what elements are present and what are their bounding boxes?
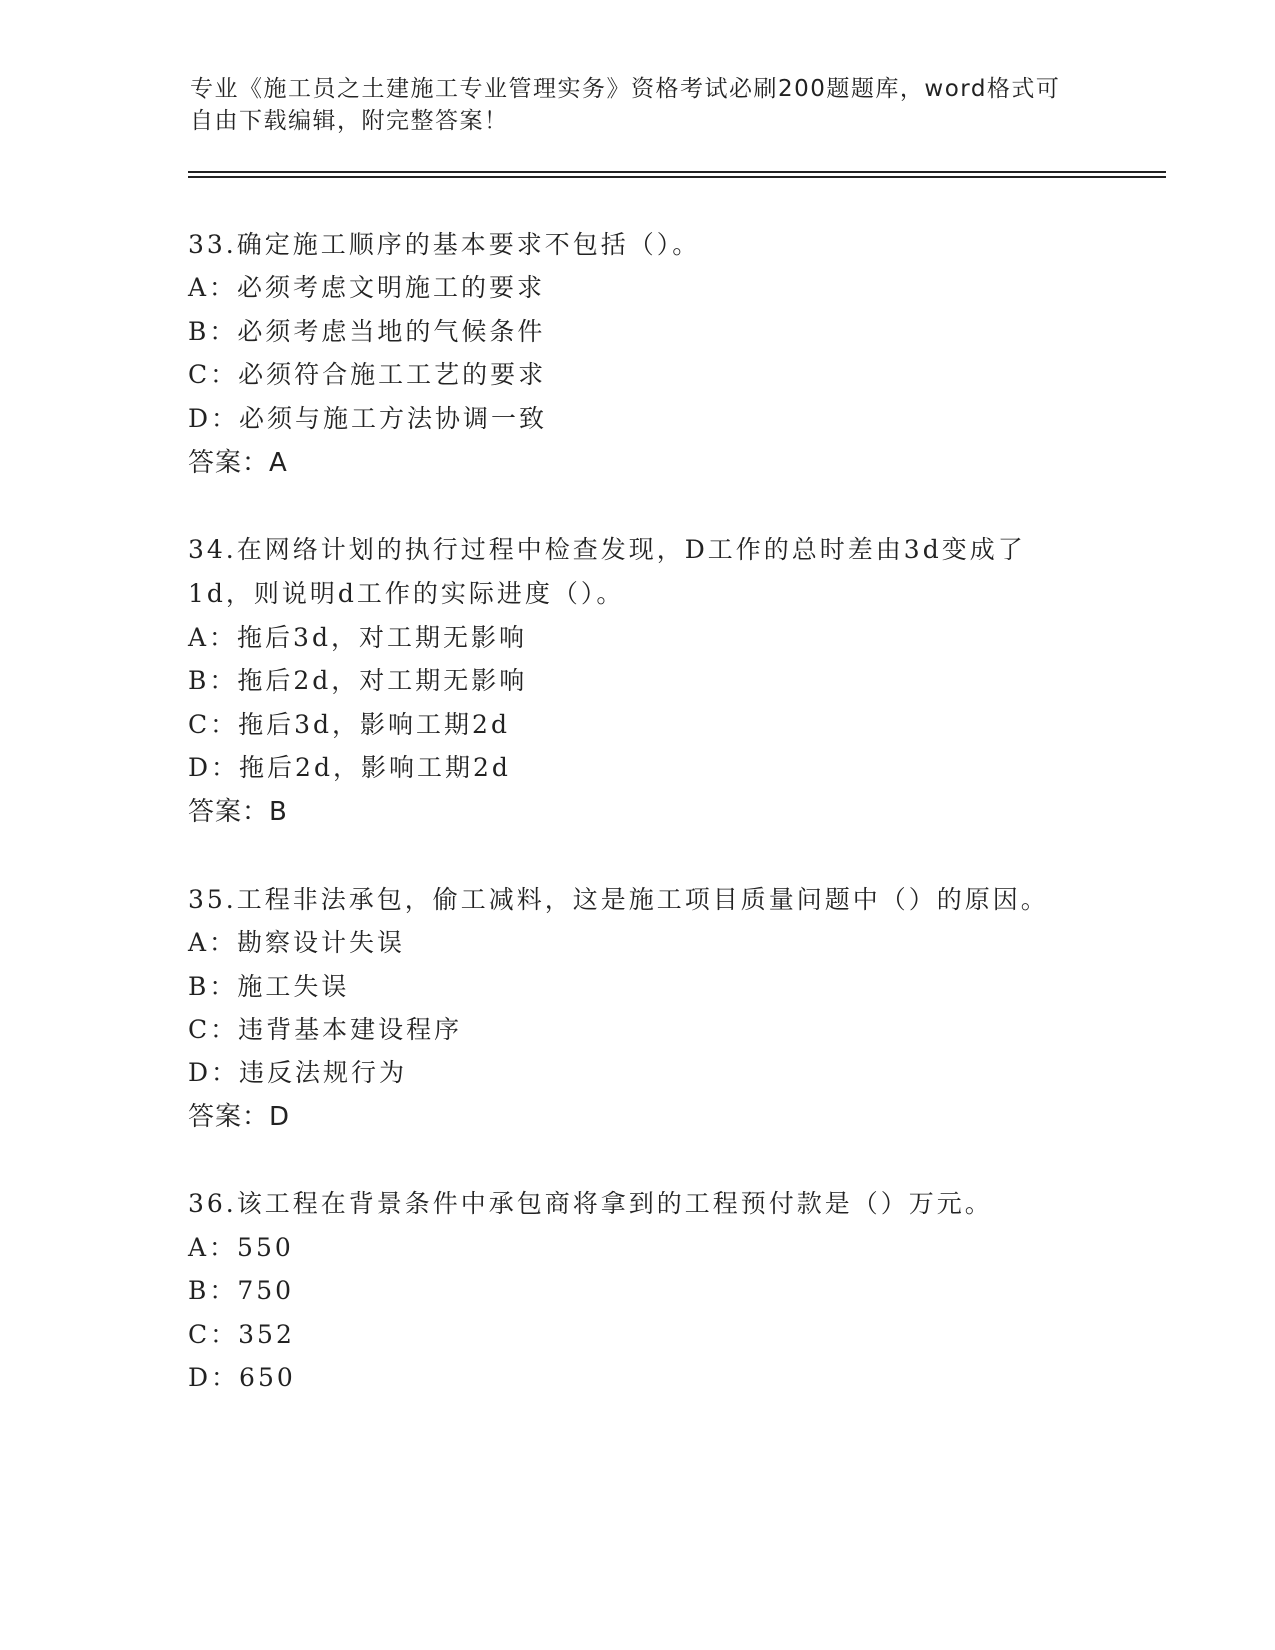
option-d: D：违反法规行为 — [188, 1058, 408, 1087]
option-c: C：必须符合施工工艺的要求 — [188, 360, 547, 389]
question-text-continued: 1d，则说明d工作的实际进度（）。 — [188, 579, 625, 608]
option-d: D：拖后2d，影响工期2d — [188, 753, 511, 782]
header-rule-bottom — [188, 176, 1166, 178]
question-text: 36.该工程在背景条件中承包商将拿到的工程预付款是（）万元。 — [188, 1189, 993, 1218]
option-c: C：352 — [188, 1320, 295, 1349]
option-b: B：750 — [188, 1276, 295, 1305]
header-rule-top — [188, 171, 1166, 173]
option-b: B：必须考虑当地的气候条件 — [188, 317, 546, 346]
question-text: 33.确定施工顺序的基本要求不包括（）。 — [188, 230, 701, 259]
answer-text: 答案：A — [188, 448, 288, 478]
option-c: C：拖后3d，影响工期2d — [188, 710, 510, 739]
option-d: D：必须与施工方法协调一致 — [188, 404, 548, 433]
option-a: A：550 — [188, 1233, 294, 1262]
option-a: A：拖后3d，对工期无影响 — [188, 623, 527, 652]
answer-text: 答案：D — [188, 1102, 291, 1132]
question-text: 34.在网络计划的执行过程中检查发现，D工作的总时差由3d变成了 — [188, 535, 1026, 564]
option-d: D：650 — [188, 1363, 296, 1392]
option-a: A：必须考虑文明施工的要求 — [188, 273, 546, 302]
answer-text: 答案：B — [188, 797, 288, 827]
option-a: A：勘察设计失误 — [188, 928, 406, 957]
option-b: B：施工失误 — [188, 972, 350, 1001]
document-title-line-2: 自由下载编辑，附完整答案！ — [190, 108, 509, 134]
option-b: B：拖后2d，对工期无影响 — [188, 666, 528, 695]
option-c: C：违背基本建设程序 — [188, 1015, 463, 1044]
document-title-line-1: 专业《施工员之土建施工专业管理实务》资格考试必刷200题题库，word格式可 — [190, 76, 1061, 102]
question-text: 35.工程非法承包，偷工减料，这是施工项目质量问题中（）的原因。 — [188, 885, 1049, 914]
